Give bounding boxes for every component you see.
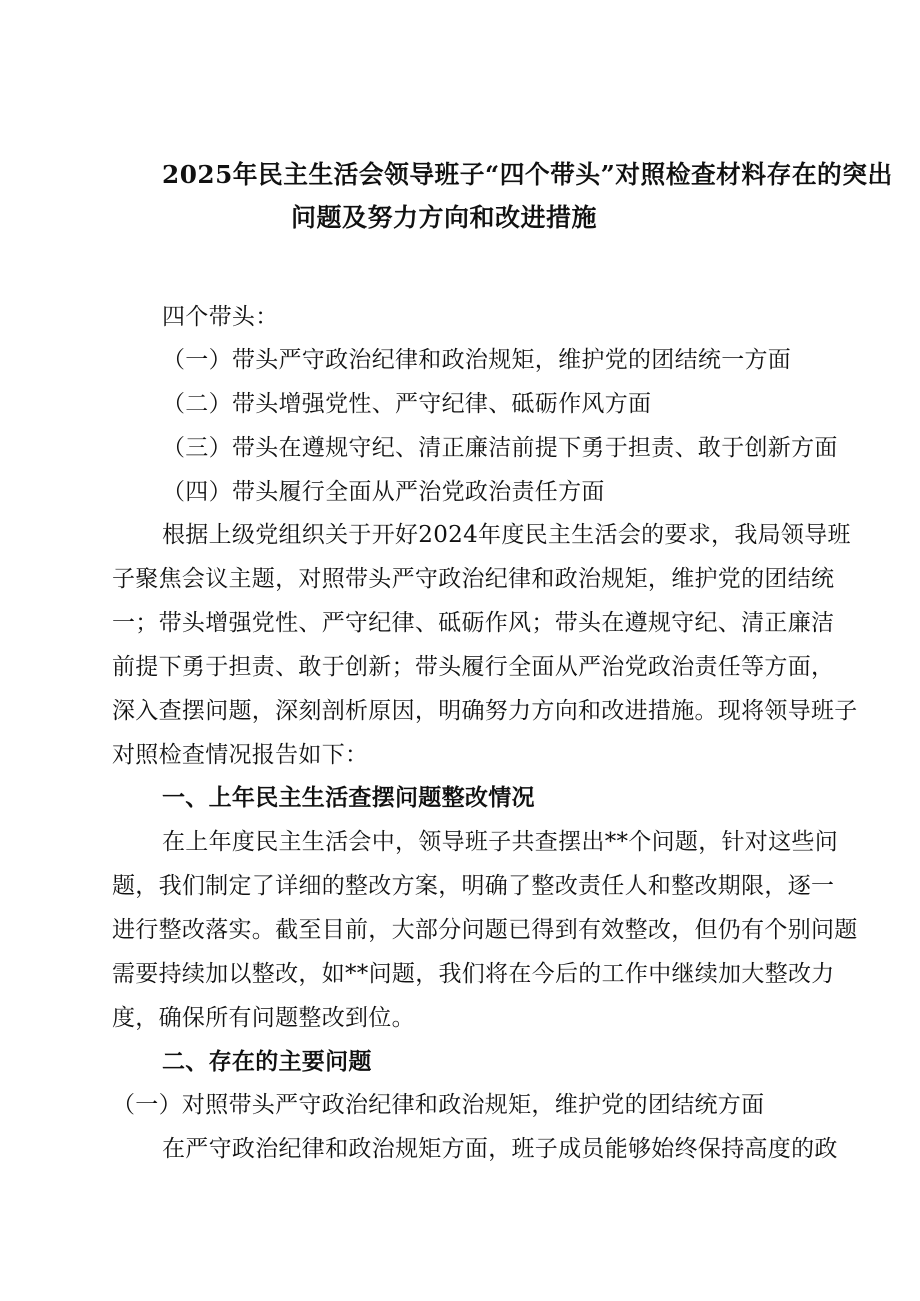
- document-title-line-2: 问题及努力方向和改进措施: [291, 203, 598, 232]
- section-1-line-3: 进行整改落实。截至目前，大部分问题已得到有效整改，但仍有个别问题: [112, 917, 858, 943]
- four-leads-item-4: （四）带头履行全面从严治党政治责任方面: [162, 479, 605, 505]
- intro-line-5: 深入查摆问题，深刻剖析原因，明确努力方向和改进措施。现将领导班子: [112, 698, 858, 724]
- four-leads-item-3: （三）带头在遵规守纪、清正廉洁前提下勇于担责、敢于创新方面: [162, 435, 838, 461]
- intro-line-1: 根据上级党组织关于开好2024年度民主生活会的要求，我局领导班: [162, 522, 851, 548]
- four-leads-item-2: （二）带头增强党性、严守纪律、砥砺作风方面: [162, 391, 652, 417]
- section-1-line-5: 度，确保所有问题整改到位。: [112, 1005, 415, 1031]
- section-1-line-4: 需要持续加以整改，如**问题，我们将在今后的工作中继续加大整改力: [112, 961, 835, 987]
- section-2-heading: 二、存在的主要问题: [162, 1048, 372, 1075]
- section-2-subheading-1: （一）对照带头严守政治纪律和政治规矩，维护党的团结统方面: [112, 1092, 765, 1118]
- section-2-line-1: 在严守政治纪律和政治规矩方面，班子成员能够始终保持高度的政: [162, 1136, 838, 1162]
- intro-line-3: 一；带头增强党性、严守纪律、砥砺作风；带头在遵规守纪、清正廉洁: [112, 610, 835, 636]
- intro-line-4: 前提下勇于担责、敢于创新；带头履行全面从严治党政治责任等方面，: [112, 654, 835, 680]
- section-1-line-1: 在上年度民主生活会中，领导班子共查摆出**个问题，针对这些问: [162, 829, 838, 855]
- intro-line-2: 子聚焦会议主题，对照带头严守政治纪律和政治规矩，维护党的团结统: [112, 566, 835, 592]
- intro-line-6: 对照检查情况报告如下：: [112, 742, 369, 768]
- four-leads-label: 四个带头：: [162, 304, 279, 330]
- document-title-line-1: 2025年民主生活会领导班子“四个带头”对照检查材料存在的突出: [162, 160, 893, 189]
- section-1-line-2: 题，我们制定了详细的整改方案，明确了整改责任人和整改期限，逐一: [112, 873, 835, 899]
- four-leads-item-1: （一）带头严守政治纪律和政治规矩，维护党的团结统一方面: [162, 347, 792, 373]
- section-1-heading: 一、上年民主生活查摆问题整改情况: [162, 784, 535, 811]
